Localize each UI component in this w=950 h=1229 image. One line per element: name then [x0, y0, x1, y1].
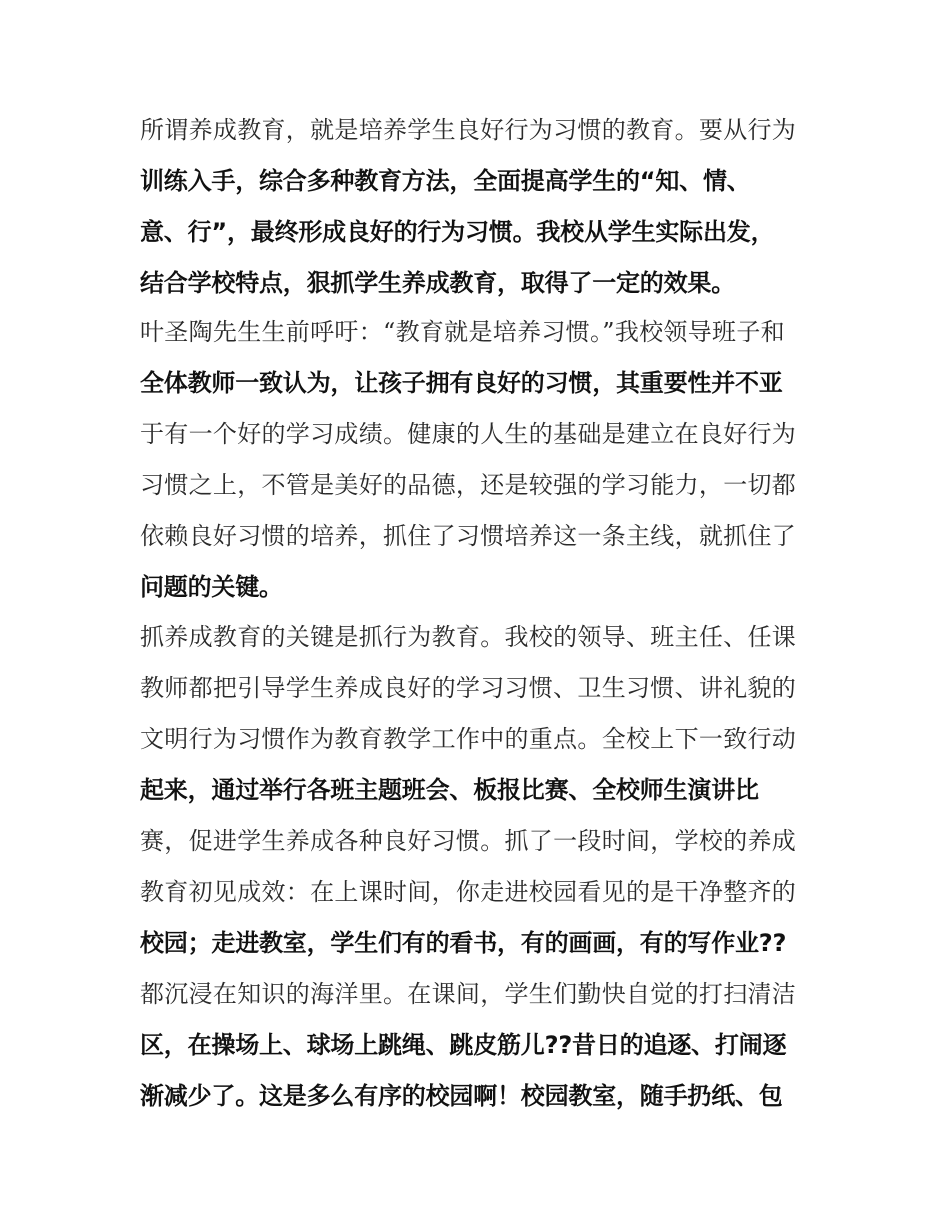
text-line: 起来，通过举行各班主题班会、板报比赛、全校师生演讲比: [140, 776, 759, 804]
text-line: 全体教师一致认为，让孩子拥有良好的习惯，其重要性并不亚: [140, 369, 783, 397]
text-line: 依赖良好习惯的培养，抓住了习惯培养这一条主线，就抓住了: [140, 522, 797, 550]
text-line: 意、行”，最终形成良好的行为习惯。我校从学生实际出发，: [140, 218, 775, 246]
text-line: 渐减少了。这是多么有序的校园啊！校园教室，随手扔纸、包: [140, 1082, 783, 1110]
text-line: 问题的关键。: [140, 573, 283, 601]
text-line: 教育初见成效：在上课时间，你走进校园看见的是干净整齐的: [140, 878, 797, 906]
text-line: 结合学校特点，狠抓学生养成教育，取得了一定的效果。: [140, 269, 735, 297]
text-line: 文明行为习惯作为教育教学工作中的重点。全校上下一致行动: [140, 725, 797, 753]
text-line: 校园；走进教室，学生们有的看书，有的画画，有的写作业??: [140, 929, 787, 957]
text-line: 所谓养成教育，就是培养学生良好行为习惯的教育。要从行为: [140, 116, 797, 144]
text-line: 训练入手，综合多种教育方法，全面提高学生的“知、情、: [140, 167, 751, 195]
text-line: 抓养成教育的关键是抓行为教育。我校的领导、班主任、任课: [140, 623, 797, 651]
text-line: 习惯之上，不管是美好的品德，还是较强的学习能力，一切都: [140, 471, 797, 499]
text-line: 赛，促进学生养成各种良好习惯。抓了一段时间，学校的养成: [140, 827, 797, 855]
text-line: 于有一个好的学习成绩。健康的人生的基础是建立在良好行为: [140, 420, 797, 448]
text-line: 叶圣陶先生生前呼吁：“教育就是培养习惯。”我校领导班子和: [140, 318, 785, 346]
text-line: 区，在操场上、球场上跳绳、跳皮筋儿??昔日的追逐、打闹逐: [140, 1031, 787, 1059]
text-line: 都沉浸在知识的海洋里。在课间，学生们勤快自觉的打扫清洁: [140, 980, 797, 1008]
text-line: 教师都把引导学生养成良好的学习习惯、卫生习惯、讲礼貌的: [140, 674, 797, 702]
